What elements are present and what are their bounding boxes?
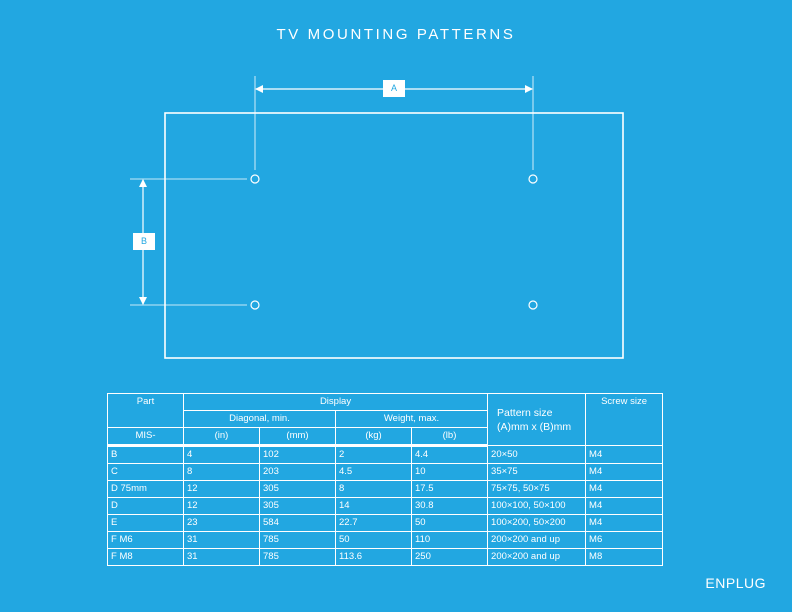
dimension-a-label: A	[383, 80, 405, 97]
table-row	[108, 481, 663, 498]
cell-lb: 10	[412, 464, 488, 481]
table-row	[108, 446, 663, 464]
cell-lb: 50	[412, 515, 488, 532]
header-weight: Weight, max.	[336, 411, 488, 428]
cell-screw: M8	[586, 549, 663, 566]
brand-logo-text: ENPLUG	[705, 575, 766, 591]
cell-kg: 4.5	[336, 464, 412, 481]
cell-pattern: 100×100, 50×100	[488, 498, 586, 515]
table-row	[108, 532, 663, 549]
table-row	[108, 464, 663, 481]
cell-screw: M4	[586, 464, 663, 481]
cell-kg: 2	[336, 446, 412, 464]
cell-screw: M6	[586, 532, 663, 549]
cell-lb: 30.8	[412, 498, 488, 515]
cell-part: C	[108, 464, 184, 481]
cell-in: 31	[184, 532, 260, 549]
cell-screw: M4	[586, 515, 663, 532]
cell-in: 31	[184, 549, 260, 566]
tv-outline	[165, 113, 623, 358]
cell-screw: M4	[586, 481, 663, 498]
dimension-b-label: B	[133, 233, 155, 250]
mounting-hole-top-right	[529, 175, 537, 183]
cell-in: 12	[184, 498, 260, 515]
cell-mm: 102	[260, 446, 336, 464]
cell-mm: 305	[260, 481, 336, 498]
cell-kg: 8	[336, 481, 412, 498]
cell-lb: 4.4	[412, 446, 488, 464]
header-mm: (mm)	[260, 428, 336, 446]
page-title: TV MOUNTING PATTERNS	[276, 26, 516, 43]
header-part: Part	[108, 394, 184, 428]
mounting-hole-bottom-right	[529, 301, 537, 309]
cell-pattern: 100×200, 50×200	[488, 515, 586, 532]
cell-screw: M4	[586, 498, 663, 515]
cell-mm: 203	[260, 464, 336, 481]
header-diagonal: Diagonal, min.	[184, 411, 336, 428]
cell-part: D 75mm	[108, 481, 184, 498]
mounting-hole-top-left	[251, 175, 259, 183]
cell-part: D	[108, 498, 184, 515]
table-row	[108, 498, 663, 515]
cell-lb: 17.5	[412, 481, 488, 498]
cell-pattern: 35×75	[488, 464, 586, 481]
table-row	[108, 515, 663, 532]
cell-in: 12	[184, 481, 260, 498]
cell-mm: 584	[260, 515, 336, 532]
cell-mm: 785	[260, 549, 336, 566]
header-part-sub: MIS-	[108, 428, 184, 446]
cell-pattern: 200×200 and up	[488, 549, 586, 566]
cell-screw: M4	[586, 446, 663, 464]
header-in: (in)	[184, 428, 260, 446]
header-row-1	[108, 394, 663, 411]
cell-lb: 110	[412, 532, 488, 549]
cell-pattern: 20×50	[488, 446, 586, 464]
cell-part: F M6	[108, 532, 184, 549]
cell-kg: 50	[336, 532, 412, 549]
cell-part: F M8	[108, 549, 184, 566]
cell-pattern: 75×75, 50×75	[488, 481, 586, 498]
cell-in: 23	[184, 515, 260, 532]
cell-part: E	[108, 515, 184, 532]
cell-kg: 22.7	[336, 515, 412, 532]
cell-mm: 305	[260, 498, 336, 515]
cell-mm: 785	[260, 532, 336, 549]
cell-part: B	[108, 446, 184, 464]
cell-kg: 14	[336, 498, 412, 515]
cell-pattern: 200×200 and up	[488, 532, 586, 549]
cell-in: 4	[184, 446, 260, 464]
cell-kg: 113.6	[336, 549, 412, 566]
header-pattern-size: Pattern size (A)mm x (B)mm	[488, 394, 586, 446]
header-lb: (lb)	[412, 428, 488, 446]
header-screw-size: Screw size	[586, 394, 663, 446]
header-kg: (kg)	[336, 428, 412, 446]
table-row	[108, 549, 663, 566]
header-display: Display	[184, 394, 488, 411]
mounting-specs-table	[107, 393, 663, 566]
cell-lb: 250	[412, 549, 488, 566]
cell-in: 8	[184, 464, 260, 481]
mounting-hole-bottom-left	[251, 301, 259, 309]
